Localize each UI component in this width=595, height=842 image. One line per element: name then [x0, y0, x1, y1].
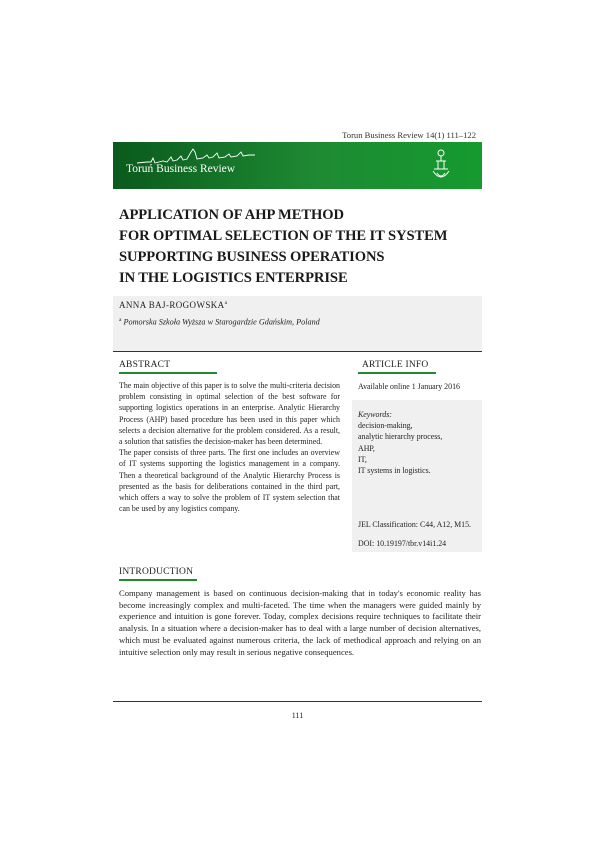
university-crest-icon — [429, 147, 453, 183]
article-info-heading-underline — [358, 372, 436, 374]
abstract-body — [119, 380, 340, 514]
paper-title — [119, 205, 479, 289]
journal-banner — [113, 142, 482, 189]
author-name-text: ANNA BAJ-ROGOWSKA — [119, 300, 225, 310]
introduction-heading-underline — [119, 579, 197, 581]
keyword-item: AHP, — [358, 443, 375, 453]
title-line: APPLICATION OF AHP METHOD — [119, 207, 344, 223]
banner-title: Toruń Business Review — [126, 163, 236, 175]
author-affiliation — [119, 317, 320, 327]
keyword-item: IT, — [358, 454, 367, 464]
page-number: 111 — [291, 711, 304, 720]
doi: DOI: 10.19197/tbr.v14i1.24 — [358, 539, 447, 548]
title-line: IN THE LOGISTICS ENTERPRISE — [119, 270, 348, 286]
author-sup: a — [224, 300, 228, 306]
author-name — [119, 300, 227, 310]
affiliation-text: Pomorska Szkoła Wyższa w Starogardzie Gdańskim, Poland — [123, 317, 320, 327]
abstract-paragraph: The main objective of this paper is to solve the multi-criteria decision problem consisting in optimal selection of the best software for supporting logistics operations in an enterprise. Analytic Hierarchy Process (AHP) based procedure has been used in this paper which selects a decision alternative for the problem considered. As a result, a solution that satisfies the decision-maker has been determined. — [119, 381, 340, 447]
keyword-item: decision-making, — [358, 421, 413, 431]
title-line: SUPPORTING BUSINESS OPERATIONS — [119, 249, 385, 265]
footer-divider — [113, 701, 482, 702]
introduction-heading: INTRODUCTION — [119, 567, 194, 577]
affiliation-sup: a — [119, 317, 122, 323]
abstract-heading-underline — [119, 372, 217, 374]
keyword-item: analytic hierarchy process, — [358, 432, 443, 442]
introduction-body: Company management is based on continuous decision-making that in today's economic reality has become increasingly complex and multi-faceted. The time when the managers were guided mainly by experience and intuition is gone forever. Today, complex decisions require techniques to facilitate their analysis. In a situation where a decision-maker has to deal with a large number of decision alternatives, which must be evaluated against numerous criteria, the lack of methodical approach and relying on an intuitive selection only may result in serious negative consequences. — [119, 588, 481, 657]
keywords-heading: Keywords: — [358, 410, 392, 419]
abstract-heading: ABSTRACT — [119, 360, 171, 370]
title-line: FOR OPTIMAL SELECTION OF THE IT SYSTEM — [119, 228, 448, 244]
abstract-paragraph: The paper consists of three parts. The first one includes an overview of IT systems supporting the logistics management in a company. Then a theoretical background of the Analytic Hierarchy Process is presented as the basis for deliberations contained in the third part, which offers a way to solve the problem of IT system selection that can be used by any logistics company. — [119, 448, 340, 514]
header-divider — [113, 351, 482, 352]
available-online: Available online 1 January 2016 — [358, 382, 460, 391]
article-info-heading: ARTICLE INFO — [362, 360, 429, 370]
journal-reference: Torun Business Review 14(1) 111–122 — [342, 130, 476, 140]
jel-classification: JEL Classification: C44, A12, M15. — [358, 520, 472, 529]
keywords-block — [358, 409, 442, 476]
keyword-item: IT systems in logistics. — [358, 466, 431, 476]
